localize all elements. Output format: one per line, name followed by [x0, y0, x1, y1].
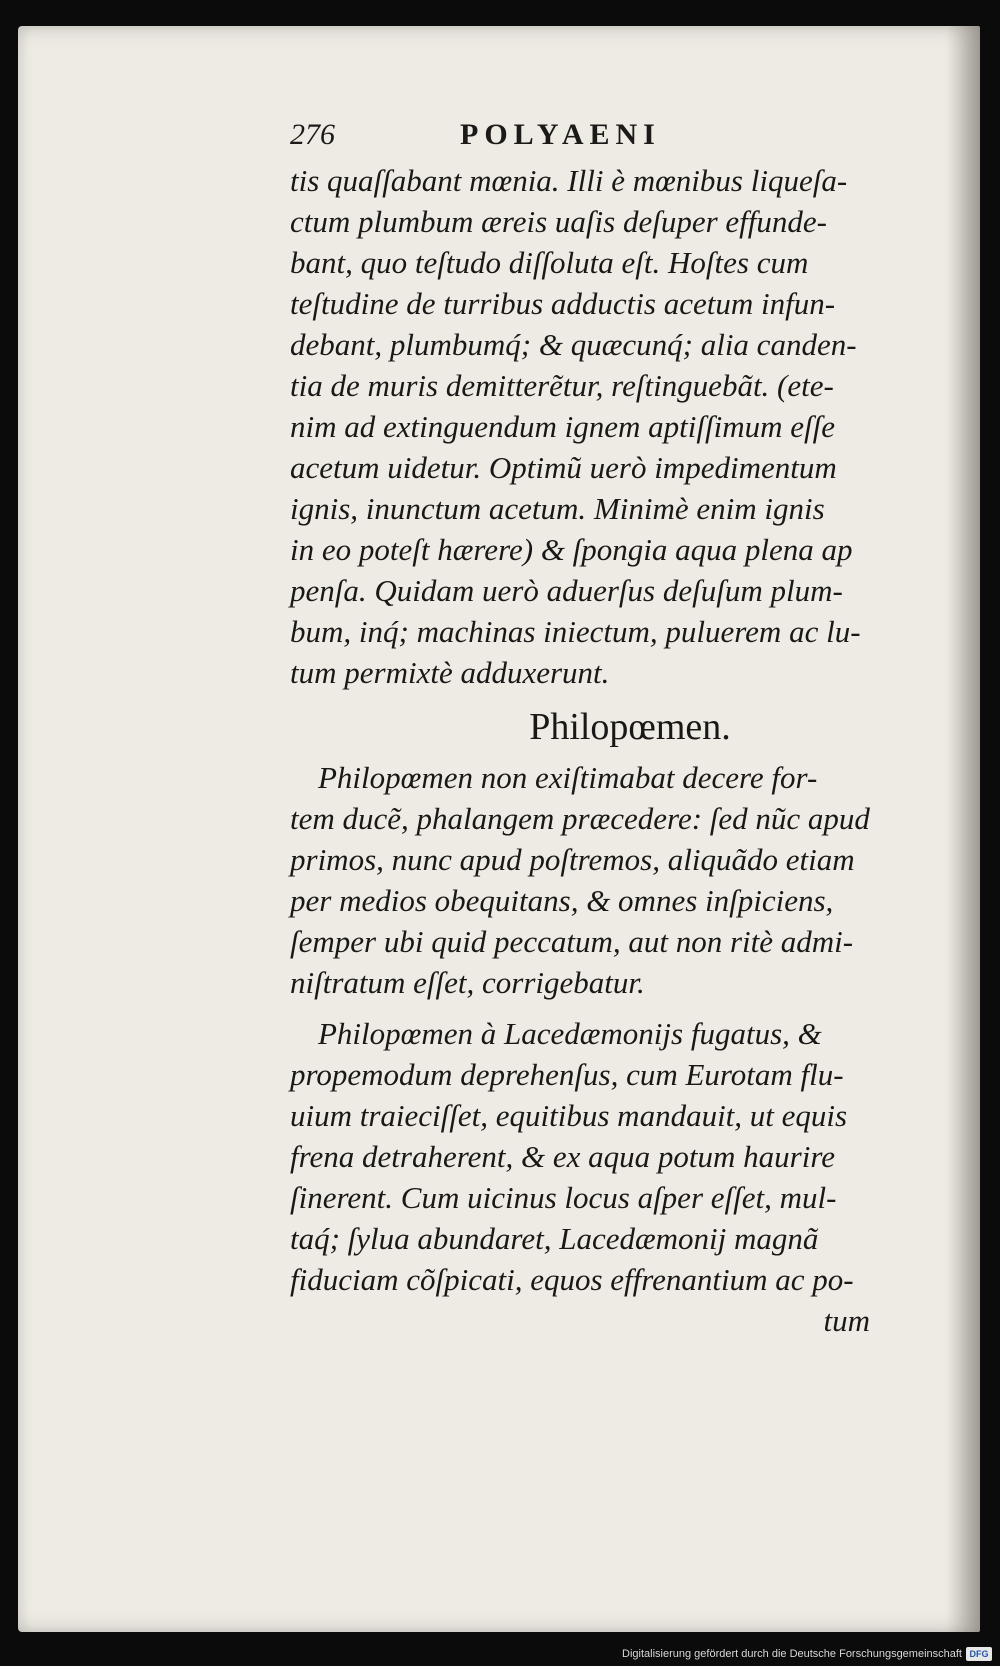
text-line: bum, inq́; machinas iniectum, puluerem ac lu-	[290, 614, 861, 649]
text-line: nim ad extinguendum ignem aptiſſimum eſſe	[290, 409, 835, 444]
paragraph-line: ſemper ubi quid peccatum, aut non ritè admi-	[290, 924, 854, 959]
footer-credit: Digitalisierung gefördert durch die Deutsche Forschungsgemeinschaft	[622, 1648, 962, 1660]
paragraph-line: propemodum deprehenſus, cum Eurotam flu-	[290, 1057, 844, 1092]
text-line: debant, plumbumq́; & quæcunq́; alia canden-	[290, 327, 857, 362]
catchword: tum	[823, 1303, 870, 1338]
paragraph-line: ſinerent. Cum uicinus locus aſper eſſet, mul-	[290, 1180, 837, 1215]
text-line: tum permixtè adduxerunt.	[290, 655, 610, 690]
section-title: Philopœmen.	[529, 706, 731, 748]
text-line: teſtudine de turribus adductis acetum infun-	[290, 286, 836, 321]
paragraph-line: per medios obequitans, & omnes inſpiciens,	[290, 883, 834, 918]
running-head: POLYAENI	[460, 118, 661, 151]
paragraph-line: Philopœmen non exiſtimabat decere for-	[318, 760, 818, 795]
paragraph-line: taq́; ſylua abundaret, Lacedæmonij magnã	[290, 1221, 819, 1256]
text-line: acetum uidetur. Optimũ uerò impedimentum	[290, 450, 837, 485]
text-line: tia de muris demitterẽtur, reſtinguebãt. (ete-	[290, 368, 834, 403]
paragraph-line: tem ducẽ, phalangem præcedere: ſed nũc apud	[290, 801, 870, 836]
text-line: penſa. Quidam uerò aduerſus deſuſum plum-	[290, 573, 843, 608]
paragraph-line: niſtratum eſſet, corrigebatur.	[290, 965, 645, 1000]
footer-bar	[0, 1640, 1000, 1666]
page-header	[290, 118, 730, 158]
paragraph-line: primos, nunc apud poſtremos, aliquãdo etiam	[290, 842, 855, 877]
paragraph-line: frena detraherent, & ex aqua potum haurire	[290, 1139, 835, 1174]
page-number: 276	[290, 118, 335, 151]
dfg-logo-icon: DFG	[966, 1647, 992, 1661]
paragraph-line: uium traieciſſet, equitibus mandauit, ut equis	[290, 1098, 848, 1133]
text-line: in eo poteſt hærere) & ſpongia aqua plena ap	[290, 532, 853, 567]
text-line: bant, quo teſtudo diſſoluta eſt. Hoſtes cum	[290, 245, 809, 280]
main-text	[290, 160, 930, 1341]
paragraph-line: fiduciam cõſpicati, equos effrenantium ac po-	[290, 1262, 854, 1297]
paragraph-line: Philopœmen à Lacedæmonijs fugatus, &	[318, 1016, 822, 1051]
text-line: ignis, inunctum acetum. Minimè enim ignis	[290, 491, 825, 526]
text-line: ctum plumbum æreis uaſis deſuper effunde-	[290, 204, 827, 239]
text-line: tis quaſſabant mœnia. Illi è mœnibus liqueſa-	[290, 163, 848, 198]
paragraph-gap	[290, 1003, 930, 1013]
page-edge-shadow	[946, 26, 980, 1632]
